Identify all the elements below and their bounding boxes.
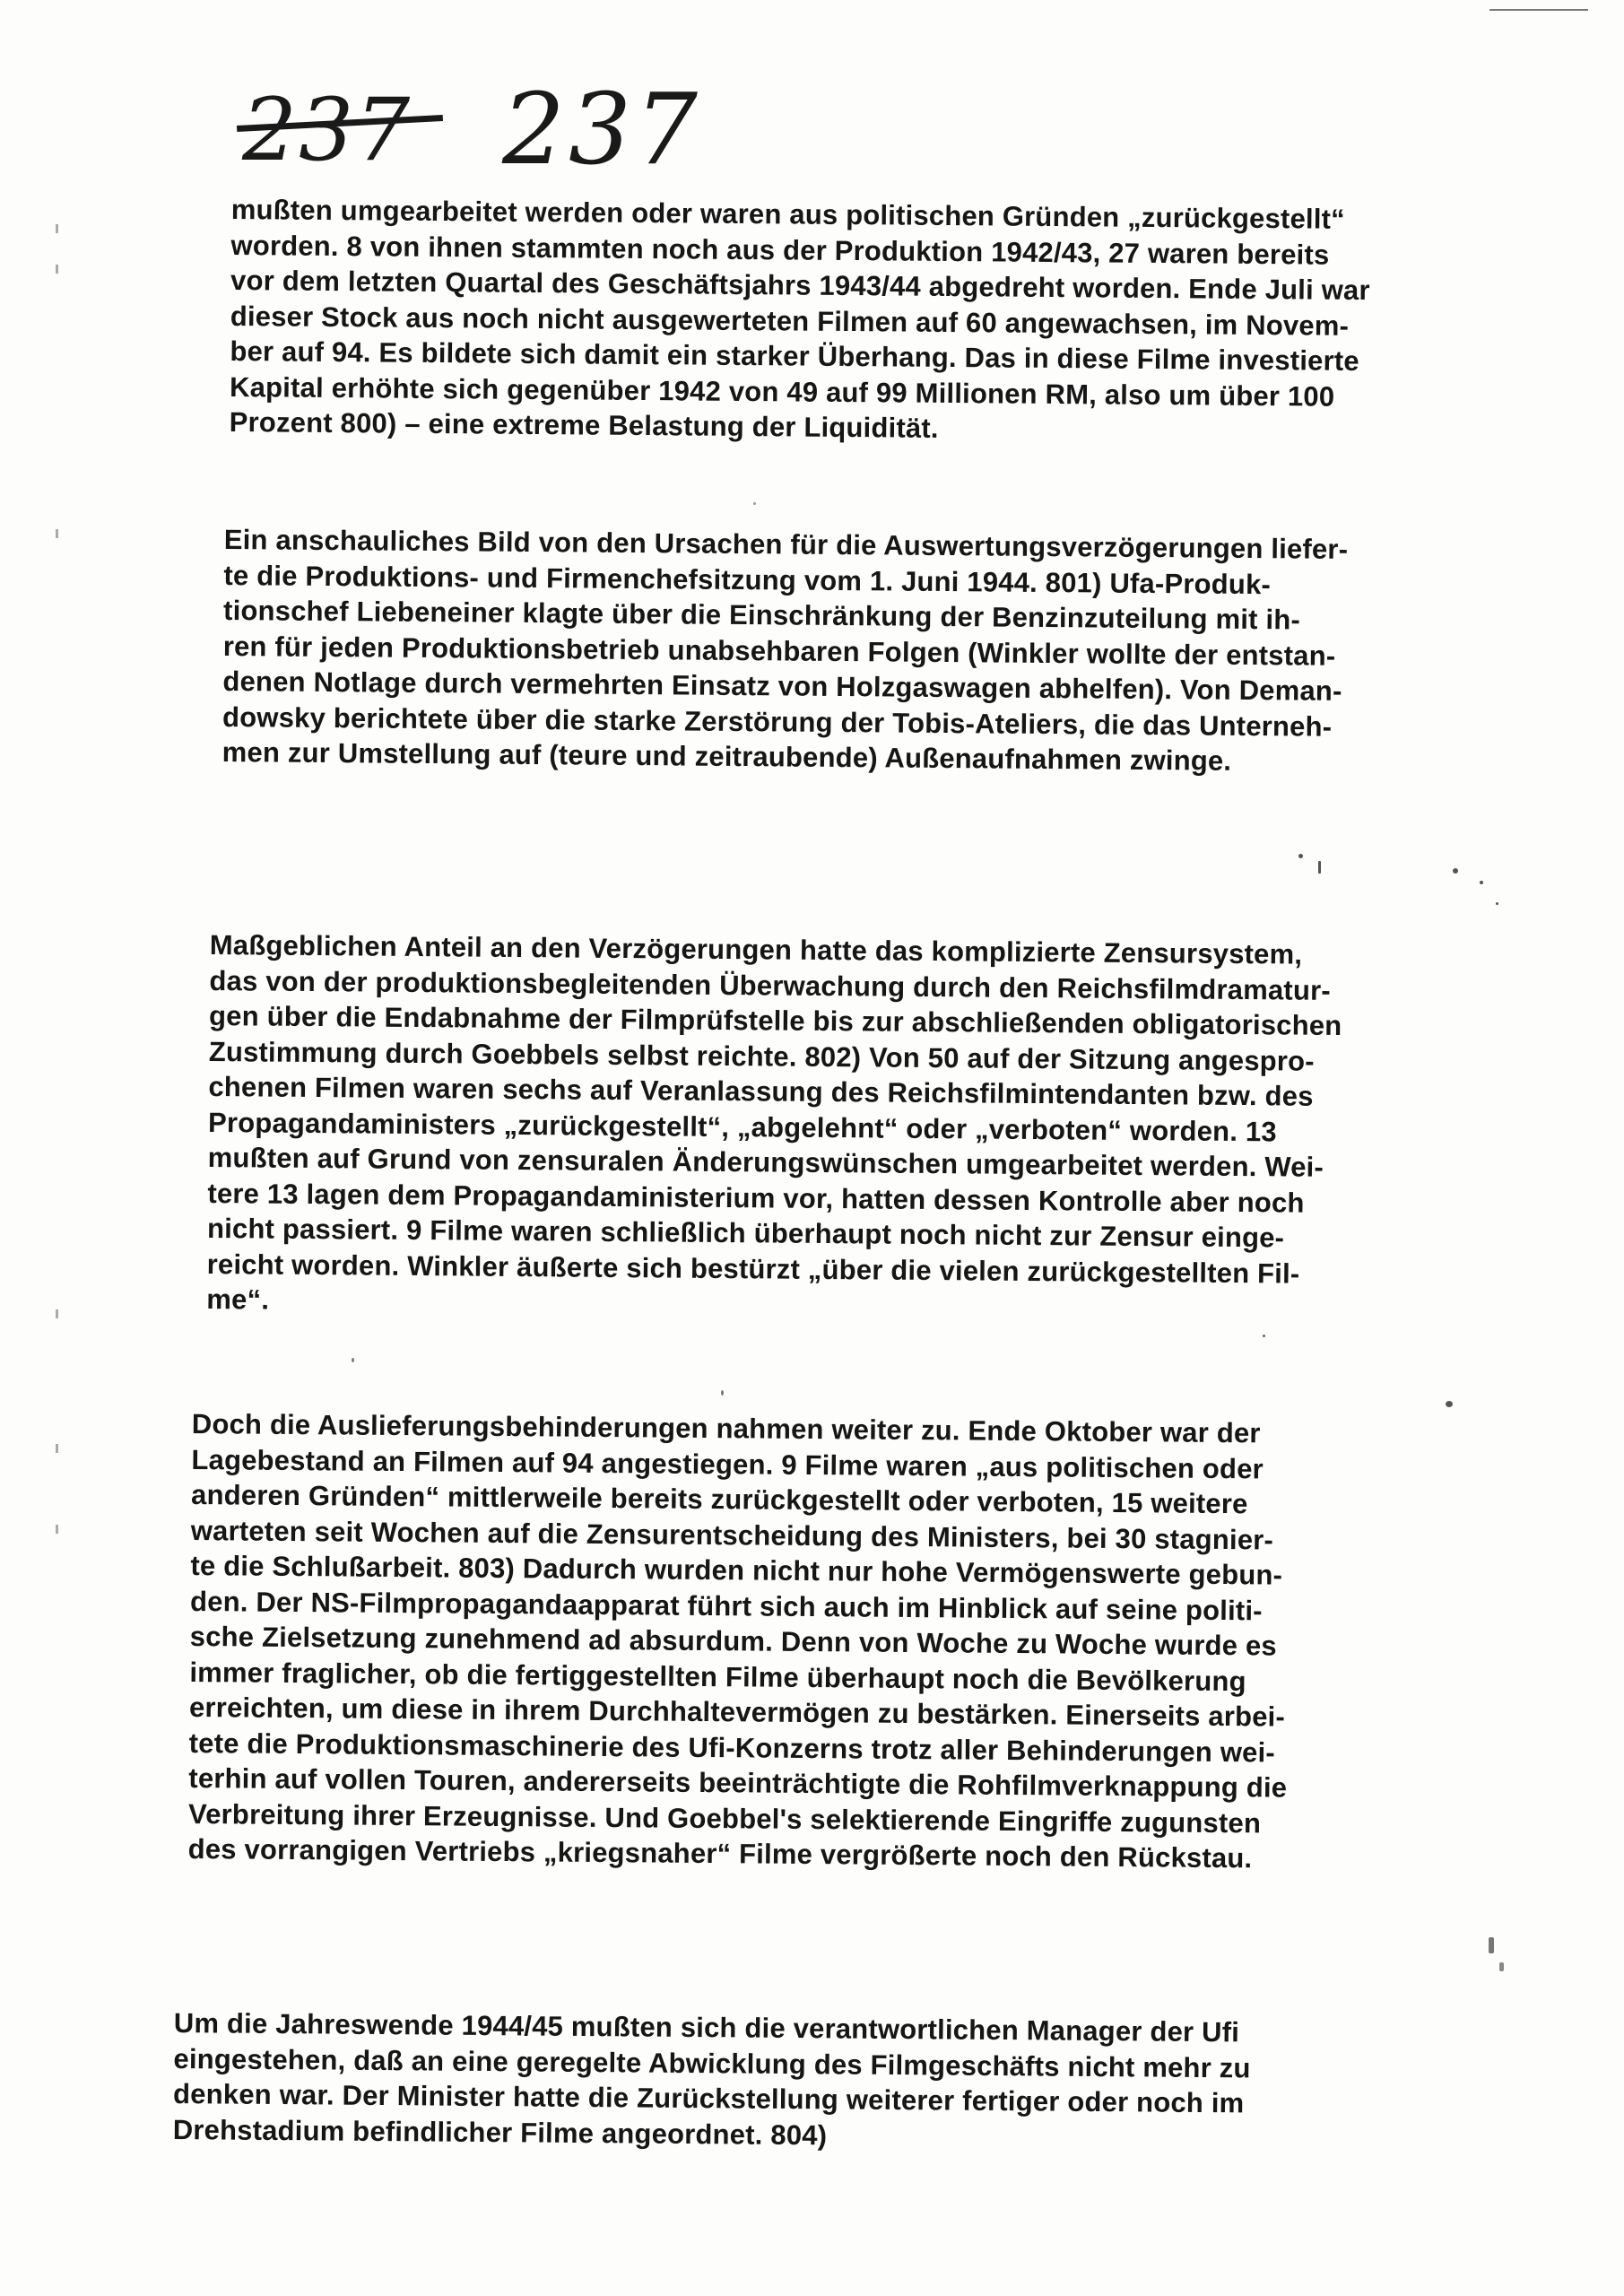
- text-line: Lagebestand an Filmen auf 94 angestiegen. 9 Filme waren „aus politischen oder: [191, 1443, 1264, 1484]
- text-line: den. Der NS-Filmpropagandaapparat führt sich auch im Hinblick auf seine politi-: [189, 1585, 1263, 1626]
- text-line: vor dem letzten Quartal des Geschäftsjahrs 1943/44 abgedreht worden. Ende Juli war: [230, 264, 1370, 307]
- scan-speck: [1446, 1401, 1453, 1407]
- text-line: mußten umgearbeitet werden oder waren aus politischen Gründen „zurückgestellt“: [230, 193, 1345, 235]
- text-line: des vorrangigen Vertriebs „kriegsnaher“ Filme vergrößerte noch den Rückstau.: [187, 1832, 1253, 1874]
- text-line: Propagandaministers „zurückgestellt“, „abgelehnt“ oder „verboten“ worden. 13: [207, 1106, 1277, 1147]
- text-line: Ein anschauliches Bild von den Ursachen für die Auswertungsverzögerungen liefer-: [223, 523, 1349, 565]
- text-line: immer fraglicher, ob die fertiggestellten Filme überhaupt noch die Bevölkerung: [189, 1656, 1246, 1697]
- text-line: te die Produktions- und Firmenchefsitzung vom 1. Juni 1944. 801) Ufa-Produk-: [223, 559, 1272, 600]
- text-line: chenen Filmen waren sechs auf Veranlassung des Reichsfilmintendanten bzw. des: [208, 1070, 1314, 1112]
- margin-mark: [56, 1444, 58, 1453]
- text-line: ber auf 94. Es bildete sich damit ein starker Überhang. Das in diese Filme investierte: [230, 335, 1359, 377]
- text-line: me“.: [206, 1283, 270, 1316]
- text-line: Doch die Auslieferungsbehinderungen nahmen weiter zu. Ende Oktober war der: [191, 1407, 1261, 1449]
- text-line: dowsky berichtete über die starke Zerstörung der Tobis-Ateliers, die das Unterneh-: [221, 700, 1333, 743]
- text-line: das von der produktionsbegleitenden Überwachung durch den Reichsfilmdramatur-: [209, 964, 1331, 1006]
- text-line: worden. 8 von ihnen stammten noch aus der Produktion 1942/43, 27 waren bereits: [230, 229, 1330, 271]
- scan-speck: [1480, 881, 1483, 884]
- scan-speck: [352, 1358, 354, 1362]
- text-line: Prozent 800) – eine extreme Belastung der Liquidität.: [229, 405, 939, 444]
- scan-speck: [1453, 868, 1458, 874]
- text-line: Drehstadium befindlicher Filme angeordnet. 804): [172, 2113, 828, 2151]
- margin-mark: [56, 224, 58, 233]
- margin-mark: [56, 529, 58, 538]
- scan-speck: [721, 1390, 724, 1396]
- paragraph-1: [230, 192, 1505, 451]
- text-line: ren für jeden Produktionsbetrieb unabsehbaren Folgen (Winkler wollte der entstan-: [222, 630, 1336, 672]
- text-line: erreichten, um diese in ihrem Durchhaltevermögen zu bestärken. Einerseits arbei-: [188, 1691, 1286, 1733]
- text-line: anderen Gründen“ mittlerweile bereits zurückgestellt oder verboten, 15 weitere: [190, 1478, 1248, 1520]
- scan-speck: [1298, 854, 1303, 858]
- scan-speck: [1318, 861, 1321, 874]
- paragraph-5: [173, 2005, 1447, 2158]
- paragraph-4: [188, 1406, 1465, 1878]
- text-line: Maßgeblichen Anteil an den Verzögerungen hatte das komplizierte Zensursystem,: [209, 928, 1303, 970]
- margin-mark: [56, 1525, 58, 1534]
- text-line: eingestehen, daß an eine geregelte Abwicklung des Filmgeschäfts nicht mehr zu: [173, 2042, 1251, 2083]
- text-line: denken war. Der Minister hatte die Zurückstellung weiterer fertiger oder noch im: [172, 2077, 1245, 2119]
- scan-speck: [1499, 1962, 1504, 1971]
- text-line: tete die Produktionsmaschinerie des Ufi-Konzerns trotz aller Behinderungen wei-: [188, 1726, 1276, 1769]
- text-line: gen über die Endabnahme der Filmprüfstelle bis zur abschließenden obligatorischen: [208, 999, 1342, 1042]
- text-line: nicht passiert. 9 Filme waren schließlich überhaupt noch nicht zur Zensur einge-: [206, 1212, 1285, 1254]
- text-line: Zustimmung durch Goebbels selbst reichte. 802) Von 50 auf der Sitzung angespro-: [208, 1035, 1315, 1077]
- text-line: mußten auf Grund von zensuralen Änderungswünschen umgearbeitet werden. Wei-: [207, 1141, 1324, 1183]
- text-line: denen Notlage durch vermehrten Einsatz von Holzgaswagen abhelfen). Von Deman-: [222, 665, 1342, 707]
- scan-speck: [1489, 1937, 1494, 1953]
- text-line: terhin auf vollen Touren, andererseits beeinträchtigte die Rohfilmverknappung die: [188, 1761, 1288, 1804]
- text-line: Verbreitung ihrer Erzeugnisse. Und Goebbel's selektierende Eingriffe zugunsten: [187, 1797, 1262, 1839]
- paragraph-3: [206, 927, 1483, 1328]
- text-line: Kapital erhöhte sich gegenüber 1942 von 49 auf 99 Millionen RM, also um über 100: [229, 370, 1335, 413]
- paragraph-2: [222, 522, 1498, 781]
- scan-speck: [753, 502, 756, 505]
- text-line: tionschef Liebeneiner klagte über die Einschränkung der Benzinzuteilung mit ih-: [222, 594, 1301, 636]
- margin-mark: [56, 1309, 58, 1318]
- text-line: men zur Umstellung auf (teure und zeitraubende) Außenaufnahmen zwinge.: [221, 735, 1232, 777]
- copier-edge-line: [1489, 9, 1588, 11]
- page-number-old: 237: [242, 80, 413, 180]
- scan-speck: [1496, 902, 1498, 905]
- text-line: te die Schlußarbeit. 803) Dadurch wurden nicht nur hohe Vermögenswerte gebun-: [190, 1549, 1283, 1591]
- text-line: dieser Stock aus noch nicht ausgewerteten Filmen auf 60 angewachsen, im Novem-: [230, 300, 1350, 342]
- handwritten-page-number: [242, 72, 726, 188]
- page-number-new: 237: [502, 72, 701, 187]
- text-line: reicht worden. Winkler äußerte sich bestürzt „über die vielen zurückgestellten Fil-: [206, 1248, 1300, 1290]
- text-line: warteten seit Wochen auf die Zensurentscheidung des Ministers, bei 30 stagnier-: [190, 1514, 1274, 1556]
- margin-mark: [56, 265, 58, 274]
- text-line: Um die Jahreswende 1944/45 mußten sich die verantwortlichen Manager der Ufi: [173, 2007, 1240, 2048]
- text-line: tere 13 lagen dem Propagandaministerium vor, hatten dessen Kontrolle aber noch: [207, 1177, 1305, 1219]
- scan-speck: [1263, 1335, 1265, 1337]
- text-line: sche Zielsetzung zunehmend ad absurdum. Denn von Woche zu Woche wurde es: [189, 1620, 1277, 1662]
